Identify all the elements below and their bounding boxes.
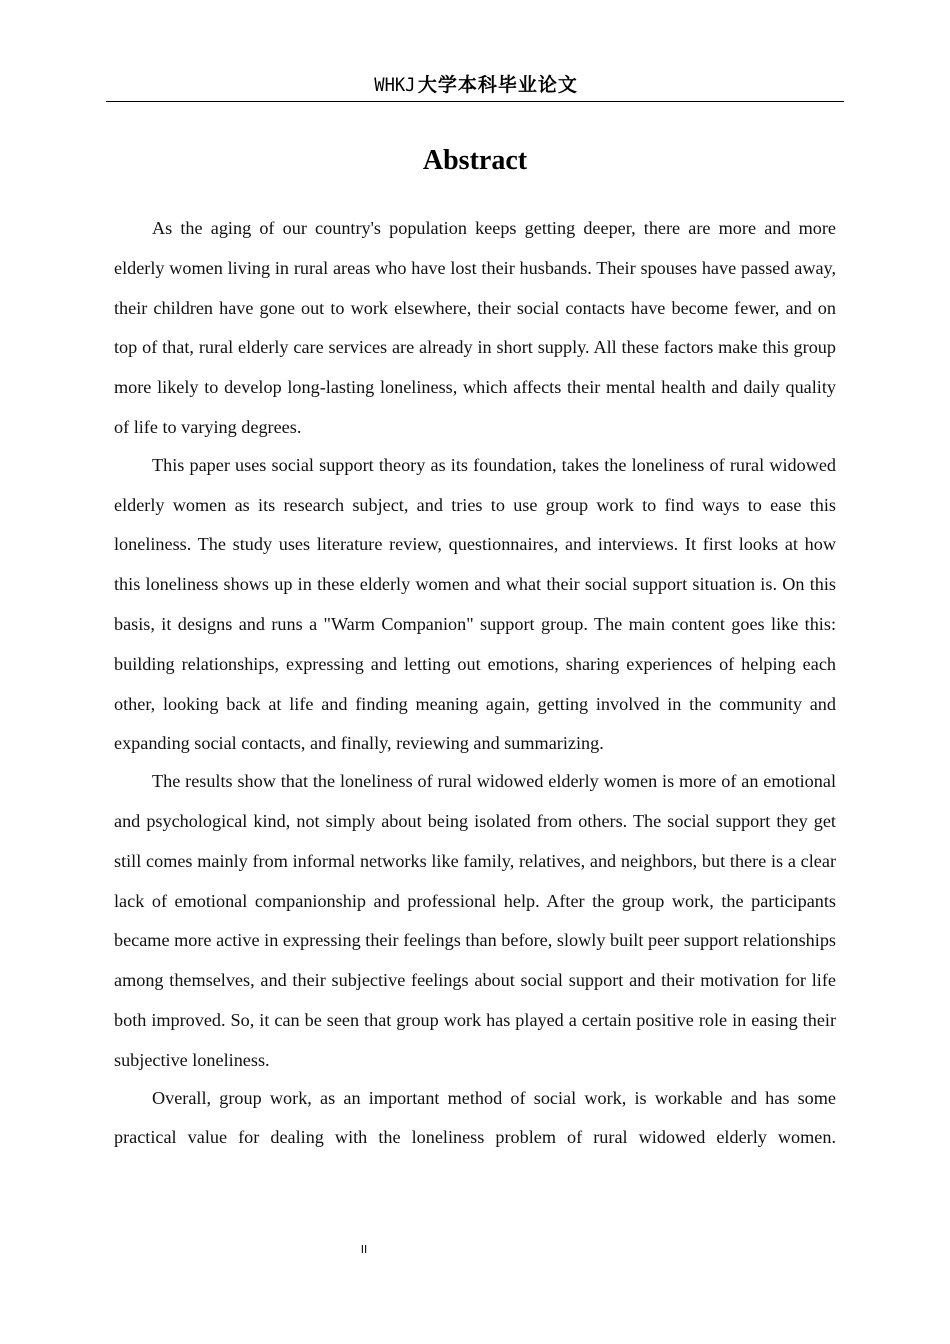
abstract-heading: Abstract — [422, 145, 528, 176]
page-number: II — [360, 1243, 368, 1256]
abstract-paragraph-2: This paper uses social support theory as its foundation, takes the loneliness of rural widowed elderly women as its research subject, and tries to use group work to find ways to ease this loneliness. The study uses literature review, questionnaires, and interviews. It first looks at how this loneliness shows up in these elderly women and what their social support situation is. On this basis, it designs and runs a "Warm Companion" support group. The main content goes like this: building relationships, expressing and letting out emotions, sharing experiences of helping each other, looking back at life and finding meaning again, getting involved in the community and expanding social contacts, and finally, reviewing and summarizing. — [114, 454, 836, 754]
header-university-code: WHKJ — [374, 74, 416, 96]
abstract-paragraph-4: Overall, group work, as an important method of social work, is workable and has some practical value for dealing with the loneliness problem of rural widowed elderly women. — [114, 1087, 836, 1148]
running-header — [106, 72, 844, 102]
header-document-type: 大学本科毕业论文 — [417, 74, 578, 96]
abstract-paragraph-1: As the aging of our country's population keeps getting deeper, there are more and more elderly women living in rural areas who have lost their husbands. Their spouses have passed away, their children have gone out to work elsewhere, their social contacts have become fewer, and on top of that, rural elderly care services are already in short supply. All these factors make this group more likely to develop long-lasting loneliness, which affects their mental health and daily quality of life to varying degrees. — [114, 218, 836, 437]
abstract-paragraph-3: The results show that the loneliness of rural widowed elderly women is more of an emotional and psychological kind, not simply about being isolated from others. The social support they get still comes mainly from informal networks like family, relatives, and neighbors, but there is a clear lack of emotional companionship and professional help. After the group work, the participants became more active in expressing their feelings than before, slowly built peer support relationships among themselves, and their subjective feelings about social support and their motivation for life both improved. So, it can be seen that group work has played a certain positive role in easing their subjective loneliness. — [114, 771, 836, 1070]
abstract-body — [114, 209, 836, 1156]
